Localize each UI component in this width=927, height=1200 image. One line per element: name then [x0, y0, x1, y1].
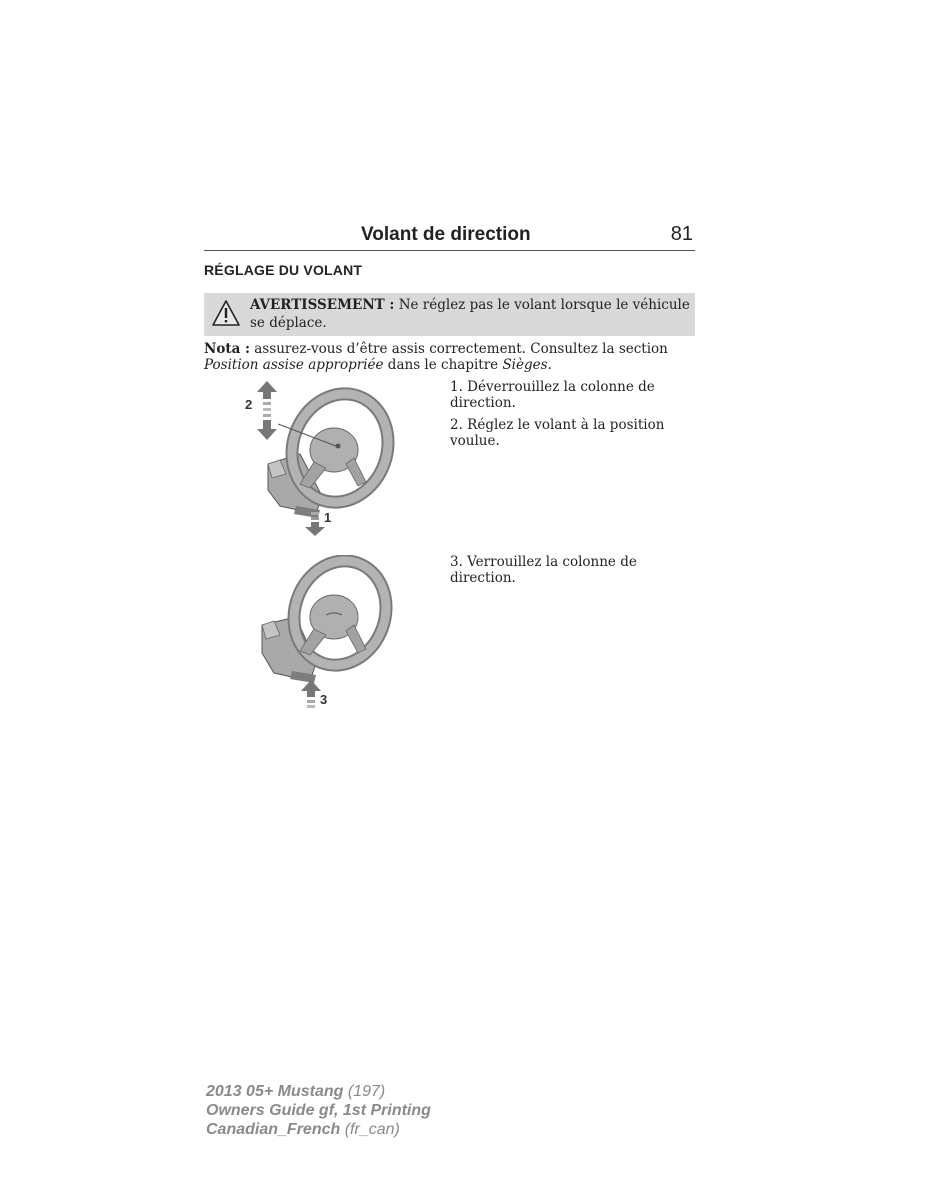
print-footer	[206, 1082, 431, 1139]
step-1: 1. Déverrouillez la colonne de direction.	[450, 379, 655, 411]
footer-line-2	[206, 1101, 431, 1120]
note-reference-seating: Position assise appropriée	[204, 357, 384, 373]
page-number: 81	[670, 223, 693, 245]
footer-model: 2013 05+ Mustang	[206, 1083, 344, 1100]
figure1-label-adjust: 2	[245, 397, 253, 412]
steps-group-1	[450, 379, 690, 455]
steps-group-2	[450, 554, 690, 592]
note-reference-seats: Sièges	[502, 357, 548, 373]
section-title: RÉGLAGE DU VOLANT	[204, 262, 363, 278]
warning-triangle-icon	[211, 299, 241, 327]
footer-line-3	[206, 1120, 431, 1139]
footer-model-code: (197)	[343, 1083, 386, 1100]
steering-wheel-lock-figure	[250, 555, 400, 715]
page-header	[204, 222, 695, 251]
note-text-2: dans le chapitre	[383, 357, 503, 373]
note-paragraph	[204, 341, 695, 373]
warning-text	[250, 296, 690, 332]
footer-printing: Owners Guide gf, 1st Printing	[206, 1102, 431, 1119]
warning-label: AVERTISSEMENT :	[250, 297, 395, 313]
note-text-1: assurez-vous d’être assis correctement. Consultez la section	[250, 341, 668, 357]
figure1-label-unlock: 1	[324, 510, 332, 525]
figure2-label-lock: 3	[320, 692, 328, 707]
footer-language: Canadian_French	[206, 1121, 341, 1138]
steering-wheel-adjust-figure	[240, 378, 400, 540]
step-2: 2. Réglez le volant à la position voulue.	[450, 417, 665, 449]
note-label: Nota :	[204, 341, 251, 357]
step-3: 3. Verrouillez la colonne de direction.	[450, 554, 637, 586]
footer-line-1	[206, 1082, 431, 1101]
footer-locale: (fr_can)	[340, 1121, 400, 1138]
warning-box	[204, 293, 695, 336]
chapter-title: Volant de direction	[361, 224, 531, 245]
warning-message: Ne réglez pas le volant lorsque le véhicule se déplace.	[250, 297, 690, 331]
note-text-3: .	[547, 357, 552, 373]
